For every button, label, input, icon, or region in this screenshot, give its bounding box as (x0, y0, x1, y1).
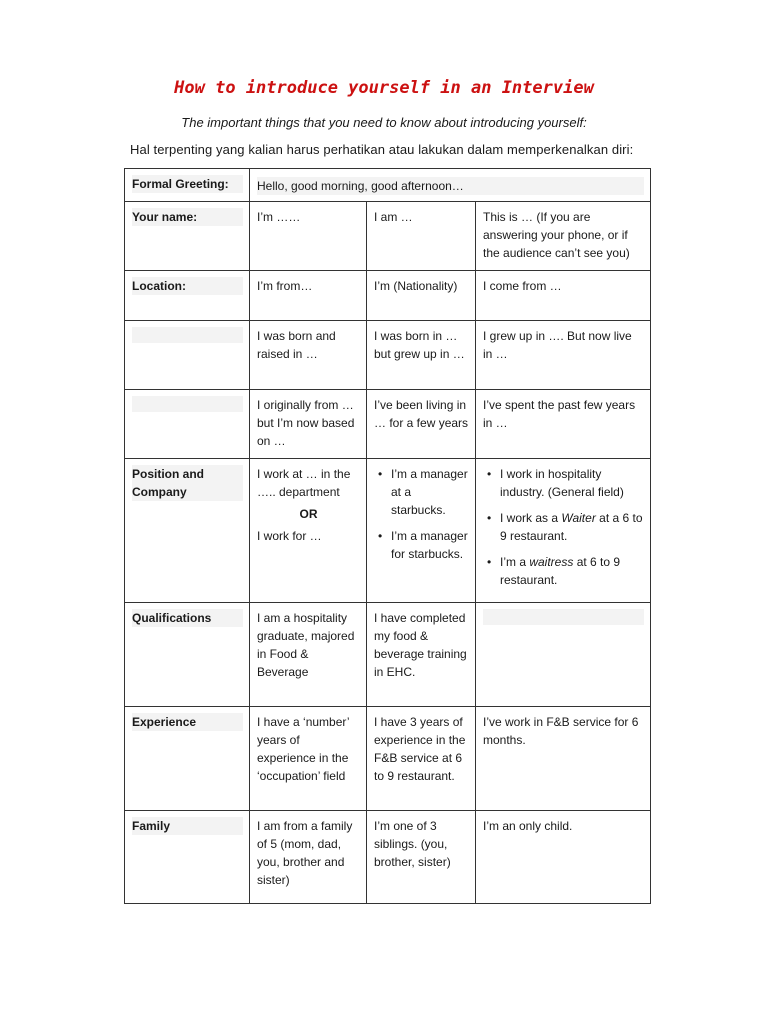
location-cell-1: I’m from… (250, 271, 367, 321)
table-row-experience (125, 707, 651, 811)
position-cell-1 (250, 459, 367, 603)
row-label-empty (125, 321, 250, 390)
list-item: • I work in hospitality industry. (General field) (500, 465, 644, 501)
row-label-qualifications: Qualifications (125, 603, 250, 707)
qualifications-cell-2: I have completed my food & beverage training in EHC. (367, 603, 476, 707)
row-label-greeting: Formal Greeting: (125, 169, 250, 202)
born-cell-1: I was born and raised in … (250, 321, 367, 390)
family-cell-3: I’m an only child. (476, 811, 651, 904)
experience-cell-1: I have a ‘number’ years of experience in the ‘occupation’ field (250, 707, 367, 811)
position-cell-2 (367, 459, 476, 603)
location-cell-2: I’m (Nationality) (367, 271, 476, 321)
document-subtitle: The important things that you need to know about introducing yourself: (181, 115, 587, 130)
position-or: OR (299, 507, 318, 521)
table-row-location (125, 271, 651, 321)
list-item: • I’m a waitress at 6 to 9 restaurant. (500, 553, 644, 589)
table-row-born (125, 321, 651, 390)
phrases-table (124, 168, 651, 904)
name-cell-3: This is … (If you are answering your phone, or if the audience can’t see you) (476, 202, 651, 271)
document-title: How to introduce yourself in an Interview (174, 78, 594, 98)
list-item: • I work as a Waiter at a 6 to 9 restaurant. (500, 509, 644, 545)
experience-cell-2: I have 3 years of experience in the F&B service at 6 to 9 restaurant. (367, 707, 476, 811)
row-label-family: Family (125, 811, 250, 904)
list-item: • I’m a manager at a starbucks. (391, 465, 469, 519)
qualifications-cell-1: I am a hospitality graduate, majored in Food & Beverage (250, 603, 367, 707)
born-cell-3: I grew up in …. But now live in … (476, 321, 651, 390)
table-row-position (125, 459, 651, 603)
qualifications-cell-3 (476, 603, 651, 707)
greeting-cell: Hello, good morning, good afternoon… (250, 169, 651, 202)
origin-cell-3: I’ve spent the past few years in … (476, 390, 651, 459)
family-cell-2: I’m one of 3 siblings. (you, brother, sister) (367, 811, 476, 904)
family-cell-1: I am from a family of 5 (mom, dad, you, brother and sister) (250, 811, 367, 904)
table-row-greeting (125, 169, 651, 202)
table-row-origin (125, 390, 651, 459)
table-row-qualifications (125, 603, 651, 707)
origin-cell-2: I’ve been living in … for a few years (367, 390, 476, 459)
born-cell-2: I was born in … but grew up in … (367, 321, 476, 390)
origin-cell-1: I originally from … but I’m now based on … (250, 390, 367, 459)
experience-cell-3: I’ve work in F&B service for 6 months. (476, 707, 651, 811)
name-cell-2: I am … (367, 202, 476, 271)
row-label-experience: Experience (125, 707, 250, 811)
position-option-a: I work at … in the ….. department (257, 467, 351, 499)
name-cell-1: I’m …… (250, 202, 367, 271)
location-cell-3: I come from … (476, 271, 651, 321)
row-label-name: Your name: (125, 202, 250, 271)
row-label-location: Location: (125, 271, 250, 321)
intro-text: Hal terpenting yang kalian harus perhatikan atau lakukan dalam memperkenalkan diri: (130, 142, 634, 157)
row-label-empty (125, 390, 250, 459)
position-option-b: I work for … (257, 529, 322, 543)
row-label-position: Position and Company (125, 459, 250, 603)
list-item: • I’m a manager for starbucks. (391, 527, 469, 563)
table-row-family (125, 811, 651, 904)
table-row-name (125, 202, 651, 271)
position-cell-3 (476, 459, 651, 603)
